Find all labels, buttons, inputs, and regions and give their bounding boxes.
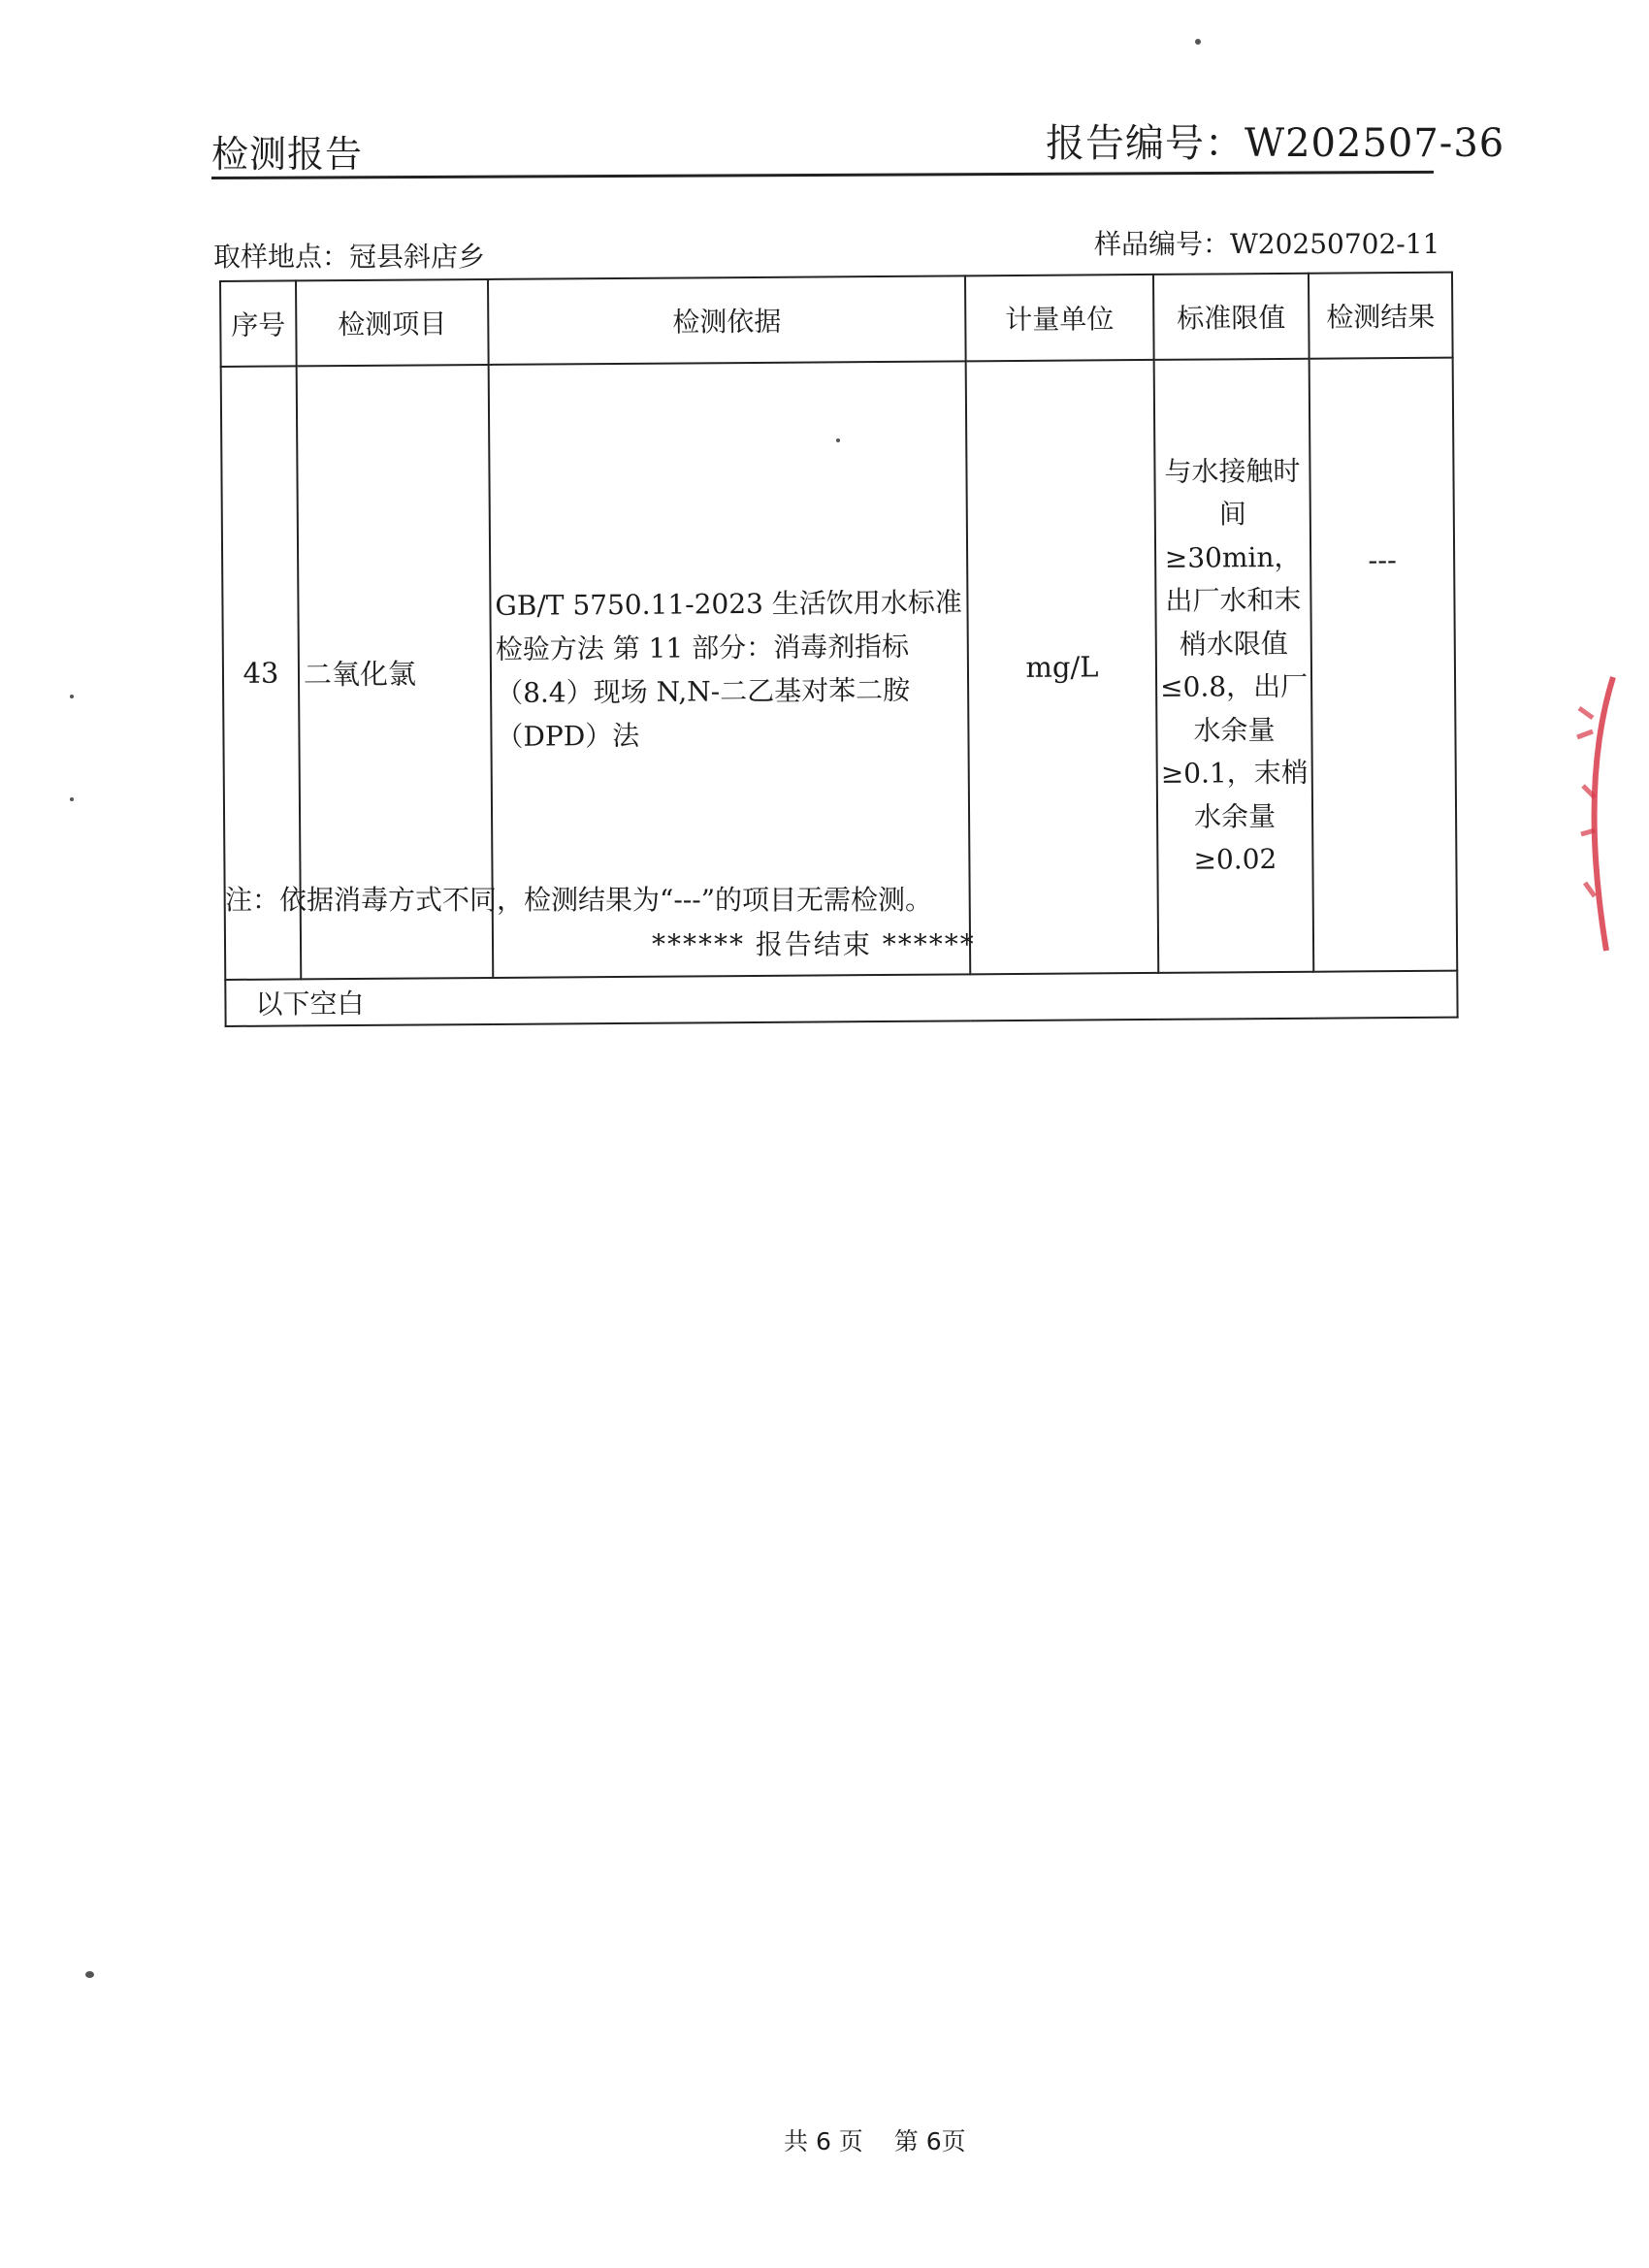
report-end-mark: ****** 报告结束 ******: [652, 928, 976, 960]
blank-row: [225, 971, 1457, 1026]
page-footer: [784, 2122, 989, 2157]
cell-limit: 与水接触时间≥30min，出厂水和末梢水限值≤0.8，出厂水余量≥0.1，末梢水余量≥0.02: [1154, 359, 1314, 973]
sampling-location: 取样地点：冠县斜店乡: [213, 241, 486, 273]
cell-basis: GB/T 5750.11-2023 生活饮用水标准检验方法 第 11 部分：消毒剂指标（8.4）现场 N,N-二乙基对苯二胺（DPD）法: [489, 361, 971, 978]
report-number: 报告编号：W202507-36: [1046, 121, 1505, 166]
header-no: 序号: [220, 280, 297, 367]
cell-unit: mg/L: [966, 360, 1159, 974]
seal-stamp-fragment: [1560, 669, 1618, 960]
blank-note: 以下空白: [225, 971, 1457, 1026]
header-divider: [211, 171, 1434, 179]
footnote: 注：依据消毒方式不同，检测结果为“---”的项目无需检测。: [225, 884, 933, 916]
header-item: 检测项目: [296, 279, 489, 366]
cell-no: 43: [221, 366, 302, 980]
current-page: 第 6页: [893, 2127, 966, 2155]
total-pages: 共 6 页: [784, 2127, 863, 2155]
sample-number: 样品编号：W20250702-11: [1094, 228, 1440, 260]
header-unit: 计量单位: [965, 275, 1154, 361]
report-title: 检测报告: [211, 133, 364, 176]
cell-result: ---: [1310, 358, 1458, 972]
cell-item: 二氧化氯: [297, 365, 494, 979]
table-header-row: [220, 273, 1453, 367]
header-result: 检测结果: [1309, 273, 1453, 359]
header-limit: 标准限值: [1153, 274, 1310, 360]
header-basis: 检测依据: [488, 275, 966, 365]
